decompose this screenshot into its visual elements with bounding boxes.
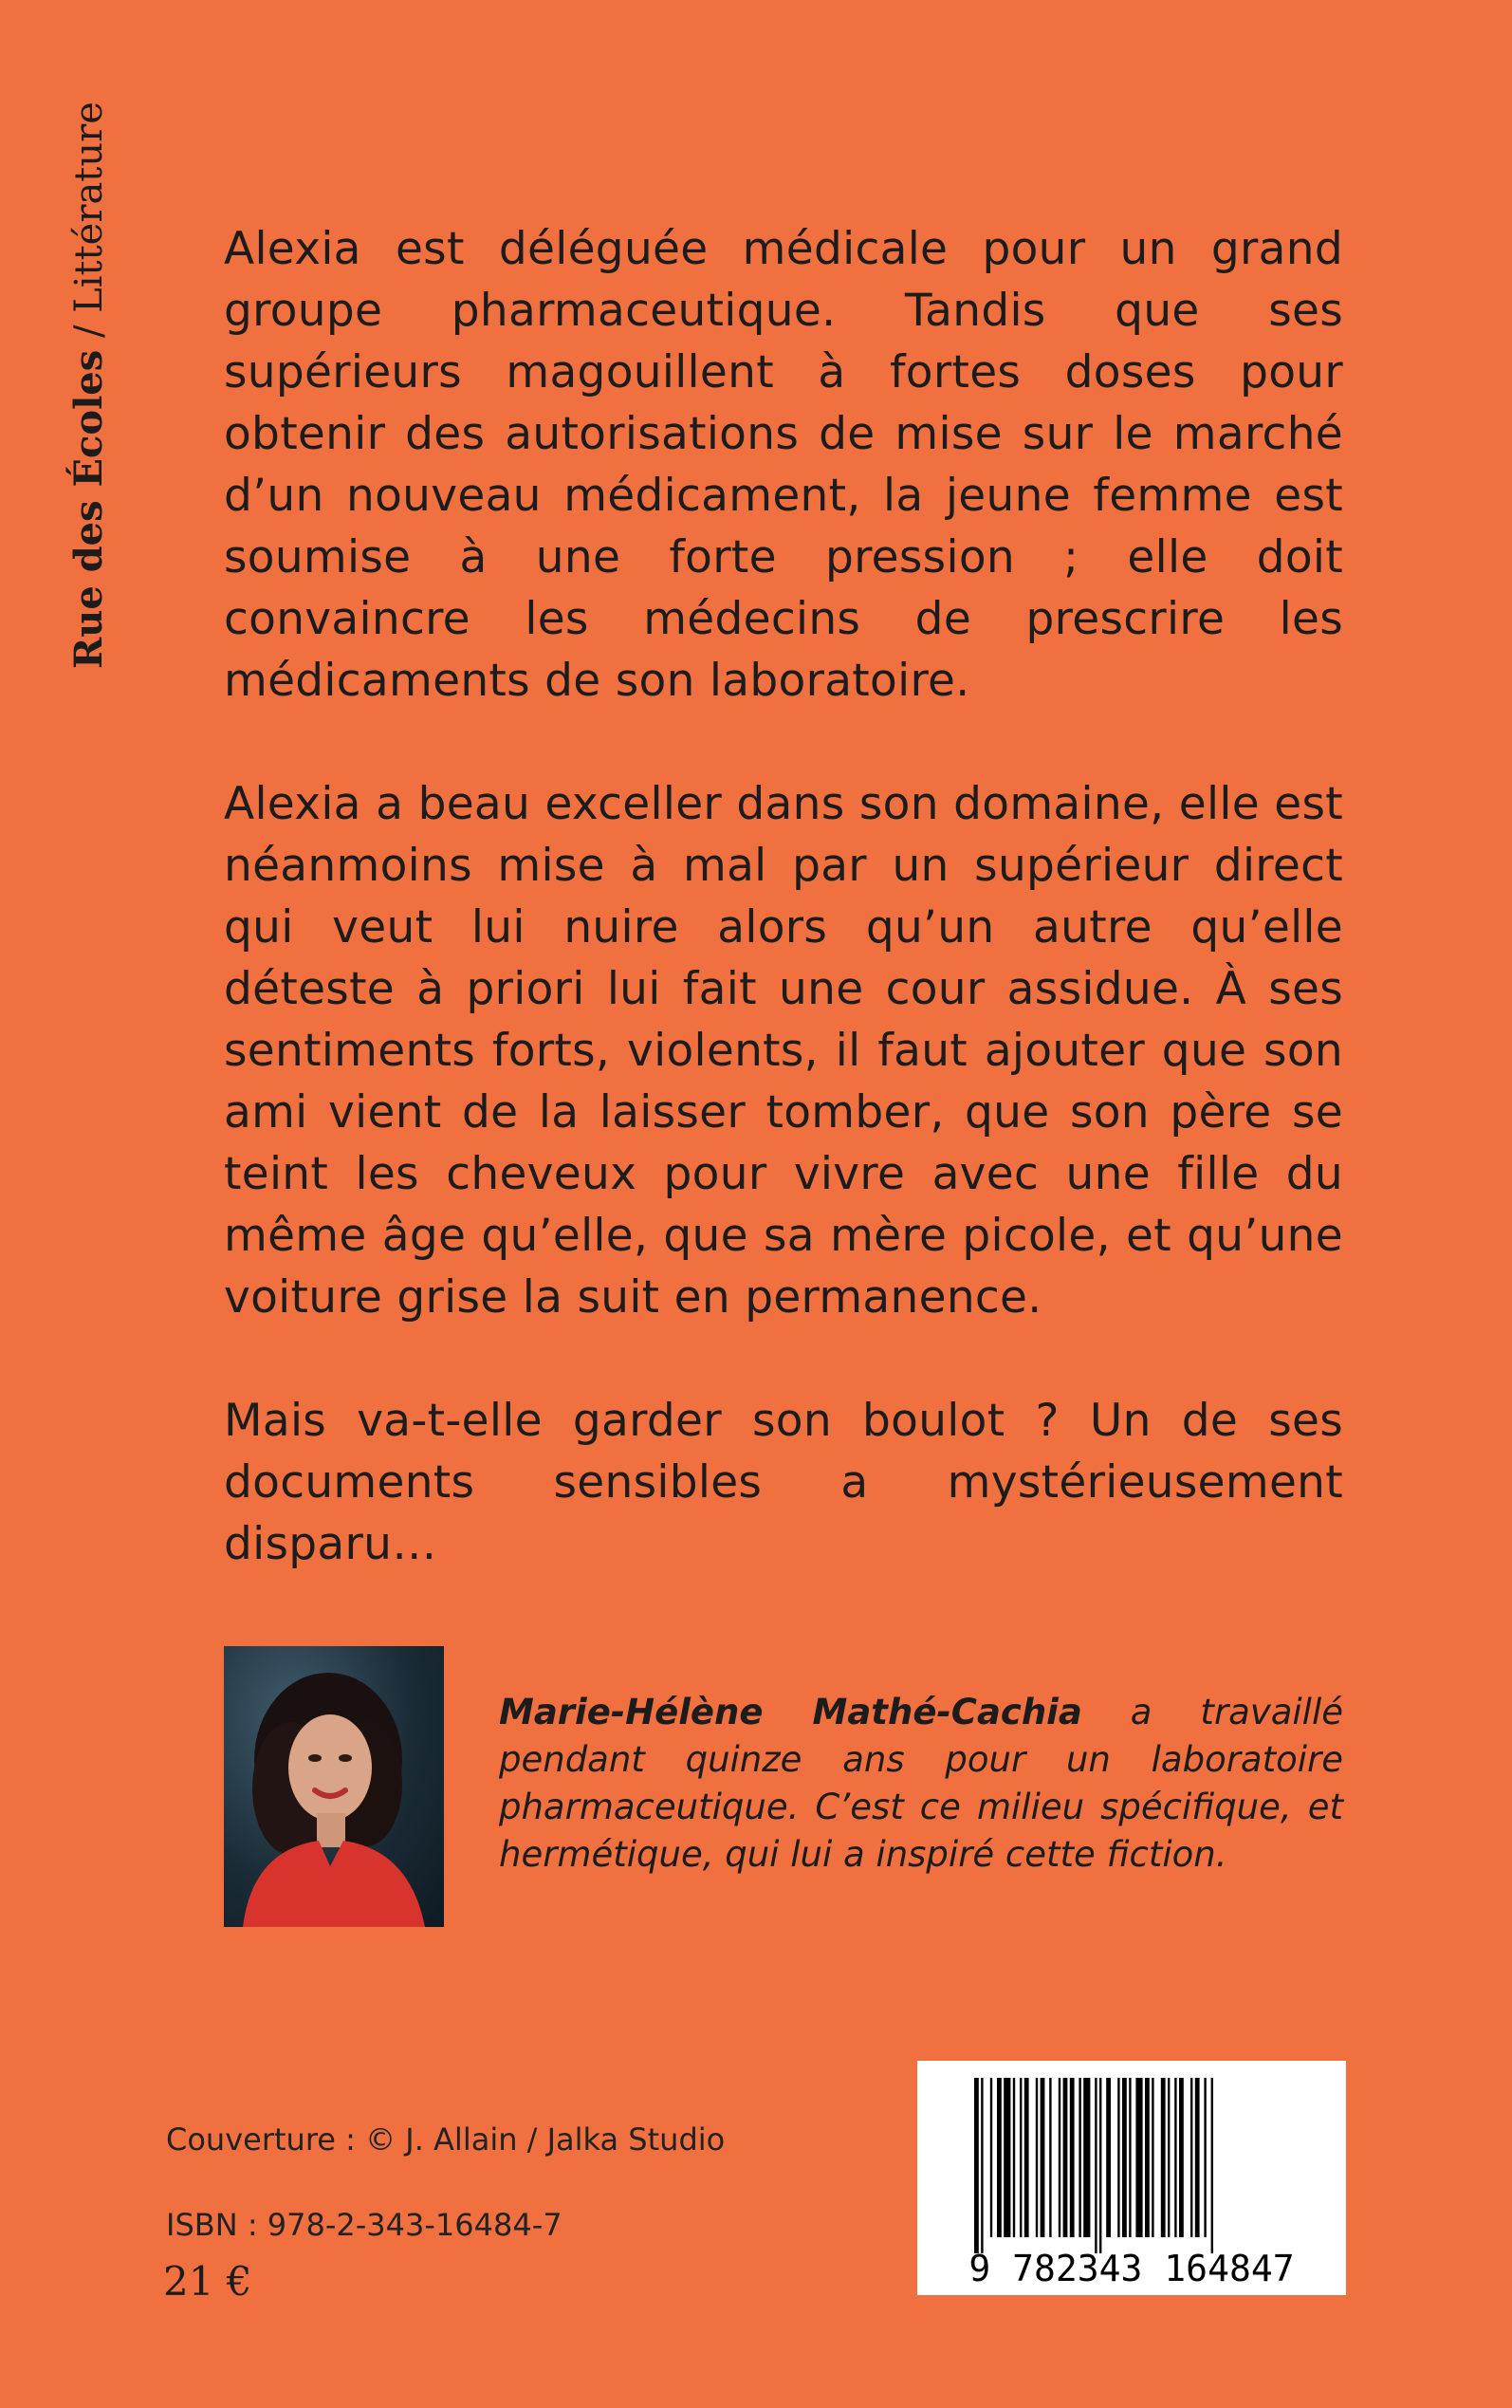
barcode-bar xyxy=(1174,2078,1176,2237)
barcode-bar xyxy=(1024,2078,1029,2237)
barcode-bar xyxy=(1161,2078,1166,2237)
barcode-bar xyxy=(1099,2078,1101,2253)
barcode-icon xyxy=(917,2061,1346,2295)
isbn-label: ISBN : 978-2-343-16484-7 xyxy=(166,2207,562,2243)
barcode-bar xyxy=(1041,2078,1045,2237)
barcode-bar xyxy=(1168,2078,1170,2237)
barcode-bar xyxy=(1106,2078,1111,2237)
blurb xyxy=(224,218,1343,1637)
barcode-bar xyxy=(1070,2078,1075,2237)
barcode-bar xyxy=(1195,2078,1200,2237)
barcode-bar xyxy=(1049,2078,1051,2237)
barcode-bar xyxy=(1179,2078,1184,2237)
barcode-bar xyxy=(974,2078,979,2253)
spine-title xyxy=(66,102,111,669)
barcode-bar xyxy=(1063,2078,1068,2237)
spine-separator: / xyxy=(67,312,111,350)
barcode-bar xyxy=(997,2078,1002,2237)
series-name: Rue des Écoles xyxy=(66,349,111,669)
author-photo xyxy=(224,1646,444,1927)
barcode-bar xyxy=(1095,2078,1097,2253)
barcode-bar xyxy=(990,2078,992,2237)
blurb-paragraph-1: Alexia est déléguée médicale pour un grand groupe pharmaceutique. Tandis que ses supérieurs magouillent à fortes doses pour obtenir des autorisations de mise sur le marché d’un nouveau médicament, la jeune femme est soumise à une forte pression ; elle doit convaincre les médecins de prescrire les médicaments de son laboratoire. xyxy=(224,223,1343,707)
barcode-bar xyxy=(1152,2078,1153,2237)
barcode-bar xyxy=(1122,2078,1127,2237)
barcode-bar xyxy=(1211,2078,1213,2253)
barcode-bar xyxy=(1129,2078,1131,2237)
cover-credit: Couverture : © J. Allain / Jalka Studio xyxy=(166,2121,726,2158)
barcode-digits: 9 782343 164847 xyxy=(968,2248,1295,2289)
collection-name: Littérature xyxy=(67,102,111,313)
barcode-bar xyxy=(1004,2078,1010,2237)
author-name: Marie-Hélène Mathé-Cachia xyxy=(499,1692,1082,1732)
barcode-bar xyxy=(1204,2078,1206,2237)
blurb-paragraph-2: Alexia a beau exceller dans son domaine, elle est néanmoins mise à mal par un supérieur direct qui veut lui nuire alors qu’un autre qu’elle déteste à priori lui fait une cour assidue. À ses sentiments forts, violents, il faut ajouter que son ami vient de la laisser tomber, que son père se teint les cheveux pour vivre avec une fille du même âge qu’elle, que sa mère picole, et qu’une voiture grise la suit en permanence. xyxy=(224,778,1343,1324)
barcode-bar xyxy=(1145,2078,1150,2237)
barcode-bar xyxy=(1020,2078,1022,2237)
blurb-paragraph-3: Mais va-t-elle garder son boulot ? Un de ses documents sensibles a mystérieusement disparu… xyxy=(224,1395,1343,1570)
barcode-bar xyxy=(1190,2078,1192,2237)
author-portrait-illustration xyxy=(224,1646,444,1927)
barcode-bar xyxy=(1059,2078,1060,2237)
barcode-bar xyxy=(1079,2078,1080,2237)
price-label: 21 € xyxy=(163,2258,252,2305)
author-bio-text: a travaillé pendant quinze ans pour un laboratoire pharmaceutique. C’est ce milieu spécifique, et hermétique, qui lui a inspiré cette fiction. xyxy=(499,1692,1344,1875)
barcode-bar xyxy=(981,2078,983,2253)
barcode-bar xyxy=(1135,2078,1142,2237)
barcode-bar xyxy=(1013,2078,1015,2237)
barcode-bar xyxy=(1117,2078,1119,2237)
barcode xyxy=(917,2061,1346,2295)
barcode-bar xyxy=(1083,2078,1090,2237)
author-bio xyxy=(499,1689,1343,1879)
barcode-bar xyxy=(1036,2078,1038,2237)
